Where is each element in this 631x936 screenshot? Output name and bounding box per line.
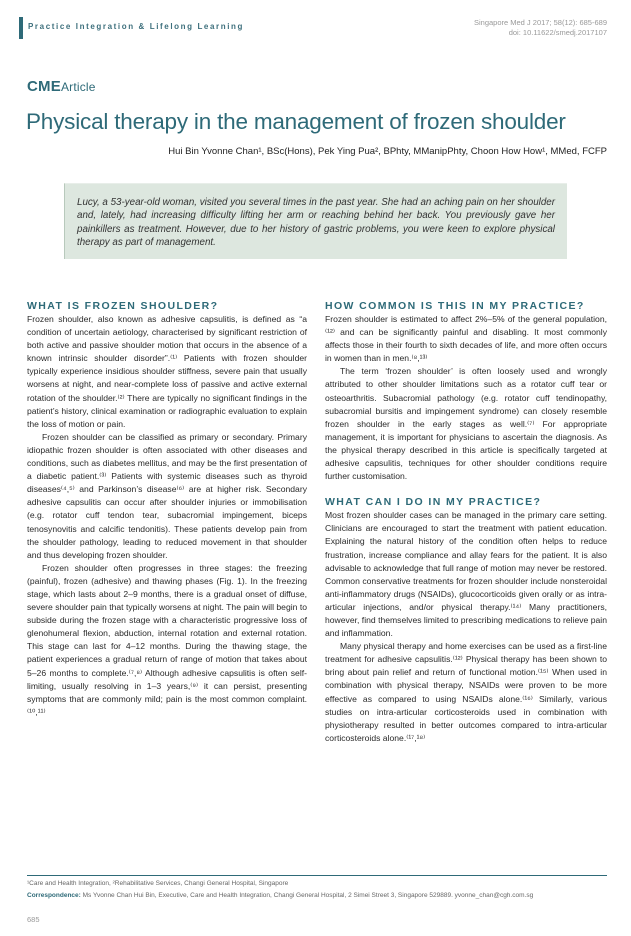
left-column <box>27 300 307 719</box>
section-title: Practice Integration & Lifelong Learning <box>28 22 245 31</box>
heading-what-is-frozen-shoulder: WHAT IS FROZEN SHOULDER? <box>27 300 219 312</box>
paragraph: The term ‘frozen shoulder’ is often loosely used and wrongly attributed to other shoulder limitations such as a rotator cuff tear or osteoarthritis. Subacromial pathology (e.g. rotator cuff tendinopathy, subacromial bursitis and impingement syndrome) can closely resemble frozen shoulder in the early stages as well.⁽⁷⁾ For appropriate management, it is important for physicians to ascertain the diagnosis. As the physical therapy described in this article is specifically targeted at adhesive capsulitis, techniques for other shoulder conditions require further customisation. <box>325 366 607 482</box>
page-number: 685 <box>27 915 40 924</box>
paragraph: Frozen shoulder can be classified as primary or secondary. Primary idiopathic frozen shoulder is often associated with other diseases and conditions, such as diabetes mellitus, and may be the first presentation of a diabetic patient.⁽³⁾ Patients with systemic diseases such as thyroid diseases⁽⁴,⁵⁾ and Parkinson’s disease⁽⁶⁾ are at higher risk. Secondary adhesive capsulitis can occur after shoulder injuries or immobilisation (e.g. rotator cuff tendon tear, subacromial impingement, biceps tenosynovitis and calcific tendonitis). These patients develop pain from the shoulder pathology, leading to reduced movement in that shoulder and thus developing frozen shoulder. <box>27 431 307 560</box>
paragraph: Many physical therapy and home exercises can be used as a first-line treatment for adhesive capsulitis.⁽¹²⁾ Physical therapy has been shown to bring about pain relief and return of functional motion.⁽¹⁵⁾ When used in combination with physical therapy, NSAIDs were proven to be more effective as compared to using NSAIDs alone.⁽¹⁶⁾ Similarly, various studies on intra-articular corticosteroids used in combination with physiotherapy resulted in better outcomes compared to intra-articular corticosteroids alone.⁽¹⁷,¹⁸⁾ <box>325 641 607 743</box>
author-list: Hui Bin Yvonne Chan¹, BSc(Hons), Pek Ying Pua², BPhty, MManipPhty, Choon How How¹, MMed, FCFP <box>168 146 607 157</box>
right-column <box>325 300 607 745</box>
heading-what-can-i-do: WHAT CAN I DO IN MY PRACTICE? <box>325 496 542 509</box>
affiliations: ¹Care and Health Integration, ²Rehabilitative Services, Changi General Hospital, Singapore <box>27 880 289 887</box>
paragraph: Frozen shoulder is estimated to affect 2%–5% of the general population,⁽¹²⁾ and can be significantly painful and disabling. It most commonly affects those in their fourth to sixth decades of life, and more often occurs in women than in men.⁽⁸,¹³⁾ <box>325 314 607 364</box>
case-scenario-box <box>64 183 567 259</box>
doi-line: doi: 10.11622/smedj.2017107 <box>508 28 607 37</box>
heading-how-common: HOW COMMON IS THIS IN MY PRACTICE? <box>325 300 585 312</box>
paragraph: Frozen shoulder often progresses in three stages: the freezing (painful), frozen (adhesive) and thawing phases (Fig. 1). In the freezing stage, which lasts about 2–9 months, there is a gradual onset of diffuse, severe shoulder pain that typically worsens at night. The pain will begin to subside during the frozen stage with a characteristic progressive loss of glenohumeral flexion, abduction, internal rotation and external rotation. This stage can last for 4–12 months. During the thawing stage, the patient experiences a gradual return of range of motion that takes about 5–26 months to complete.⁽⁷,⁸⁾ Although adhesive capsulitis is often self-limiting, usually resolving in 1–3 years,⁽⁹⁾ it can persist, presenting symptoms that are commonly mild; pain is the most common complaint.⁽¹⁰,¹¹⁾ <box>27 562 307 717</box>
journal-line: Singapore Med J 2017; 58(12): 685-689 <box>473 18 607 27</box>
article-title: Physical therapy in the management of frozen shoulder <box>26 109 566 134</box>
header-accent-bar <box>19 17 23 39</box>
correspondence: Correspondence: Ms Yvonne Chan Hui Bin, Executive, Care and Health Integration, Changi General Hospital, 2 Simei Street 3, Singapore 529889. yvonne_chan@cgh.com.sg <box>27 892 534 899</box>
paragraph: Most frozen shoulder cases can be managed in the primary care setting. Clinicians are encouraged to start the treatment with patient education. Explaining the natural history of the condition often helps to reduce frustration, increase compliance and allay fears for the patient. It is also advisable to acknowledge that full range of motion may never be restored. Common conservative treatments for frozen shoulder include nonsteroidal anti-inflammatory drugs (NSAIDs), glucocorticoids given orally or as intra-articular injections, and/or physical therapy.⁽¹⁴⁾ Many practitioners, however, find themselves limited to prescribing medications to relieve pain and inflammation. <box>325 510 607 639</box>
paragraph: Frozen shoulder, also known as adhesive capsulitis, is defined as “a condition of uncertain aetiology, characterised by significant restriction of both active and passive shoulder motion that occurs in the absence of a known intrinsic shoulder disorder”.⁽¹⁾ Patients with frozen shoulder typically experience insidious shoulder stiffness, severe pain that usually worsens at night, and near-complete loss of passive and active external rotation of the shoulder.⁽²⁾ There are typically no significant findings in the patient’s history, clinical examination or radiographic evaluation to explain the loss of motion or pain. <box>27 314 307 429</box>
case-scenario-text: Lucy, a 53-year-old woman, visited you several times in the past year. She had an aching pain on her shoulder and, lately, had increasing difficulty lifting her arm or reaching behind her back. You previously gave her painkillers as treatment. However, due to her history of gastric problems, you were keen to explore physical therapy as part of management. <box>77 197 555 249</box>
journal-citation <box>474 18 607 38</box>
article-type: CMEArticle <box>27 78 96 95</box>
footer-rule <box>27 875 607 876</box>
